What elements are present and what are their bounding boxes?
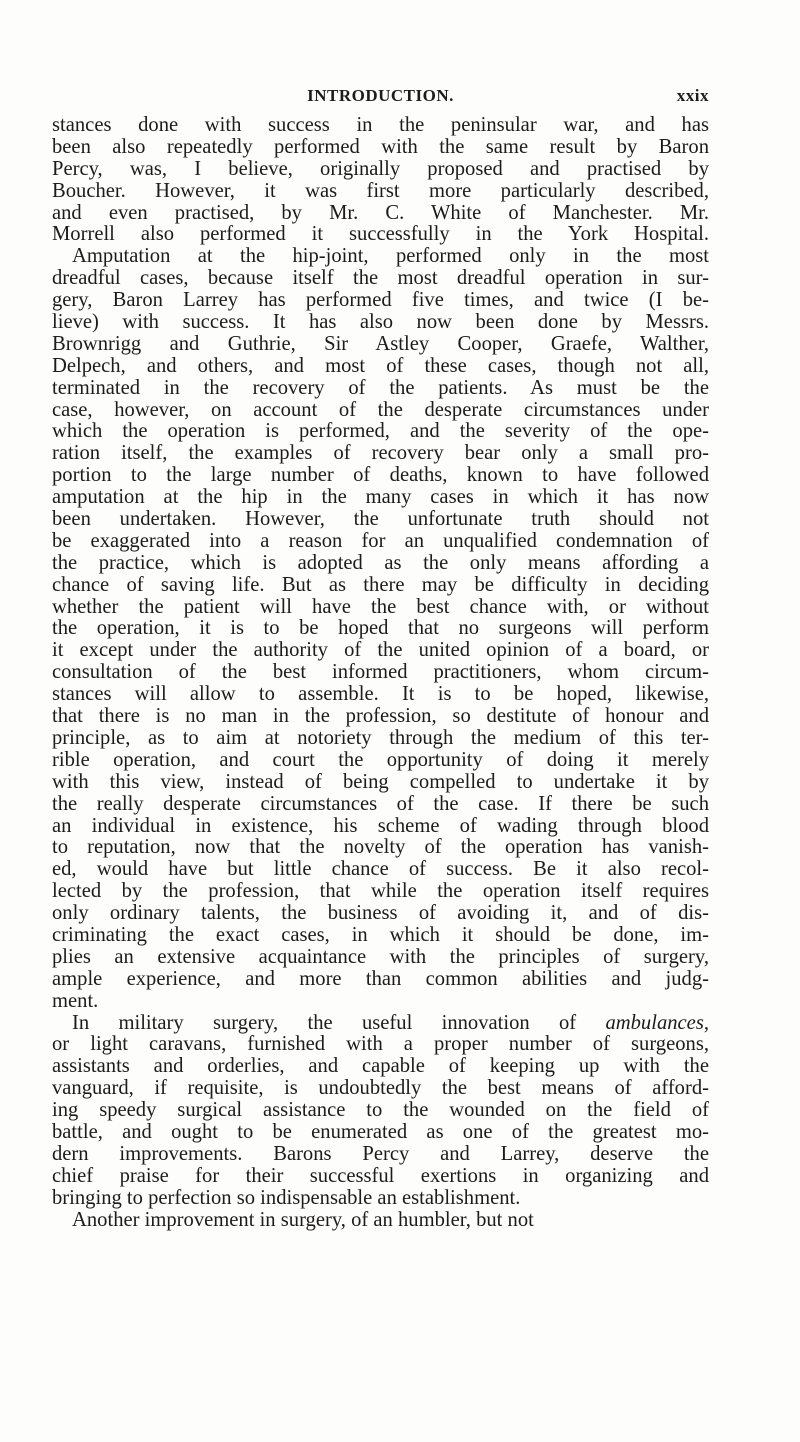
text-line: case, however, on account of the desperate circumstances under [52, 398, 709, 421]
text-line: battle, and ought to be enumerated as one of the greatest mo- [52, 1120, 709, 1143]
text-line: portion to the large number of deaths, known to have followed [52, 464, 709, 487]
text-line: principle, as to aim at notoriety through the medium of this ter- [52, 726, 709, 749]
text-line: ed, would have but little chance of success. Be it also recol- [52, 858, 709, 881]
text-line: to reputation, now that the novelty of the operation has vanish- [52, 836, 709, 859]
text-line: lected by the profession, that while the operation itself requires [52, 880, 709, 903]
text-line: which the operation is performed, and the severity of the ope- [52, 420, 709, 443]
text-line: the operation, it is to be hoped that no surgeons will perform [52, 617, 709, 640]
text-line: dreadful cases, because itself the most dreadful operation in sur- [52, 267, 709, 290]
running-head [52, 86, 709, 110]
text-line: Brownrigg and Guthrie, Sir Astley Cooper, Graefe, Walther, [52, 332, 709, 355]
text-line: ample experience, and more than common abilities and judg- [52, 967, 709, 990]
text-line: the really desperate circumstances of the case. If there be such [52, 792, 709, 815]
text-line: In military surgery, the useful innovation of ambulances, [72, 1011, 709, 1034]
text-line: consultation of the best informed practitioners, whom circum- [52, 661, 709, 684]
text-line: Another improvement in surgery, of an humbler, but not [72, 1208, 534, 1231]
text-line: it except under the authority of the united opinion of a board, or [52, 639, 709, 662]
text-line: ration itself, the examples of recovery bear only a small pro- [52, 442, 709, 465]
text-line: bringing to perfection so indispensable an establishment. [52, 1186, 521, 1209]
text-line: stances will allow to assemble. It is to be hoped, likewise, [52, 683, 709, 706]
text-line: with this view, instead of being compelled to undertake it by [52, 770, 709, 793]
text-line: Delpech, and others, and most of these cases, though not all, [52, 354, 709, 377]
text-line: an individual in existence, his scheme of wading through blood [52, 814, 709, 837]
text-line: only ordinary talents, the business of avoiding it, and of dis- [52, 902, 709, 925]
text-line: Amputation at the hip-joint, performed only in the most [72, 245, 709, 268]
text-line: amputation at the hip in the many cases in which it has now [52, 486, 709, 509]
text-line: or light caravans, furnished with a proper number of surgeons, [52, 1033, 709, 1056]
text-line: that there is no man in the profession, so destitute of honour and [52, 705, 709, 728]
text-line: chief praise for their successful exertions in organizing and [52, 1164, 709, 1187]
text-line: been also repeatedly performed with the same result by Baron [52, 135, 709, 158]
text-line: gery, Baron Larrey has performed five times, and twice (I be- [52, 289, 709, 312]
text-line: whether the patient will have the best chance with, or without [52, 595, 709, 618]
text-line: assistants and orderlies, and capable of keeping up with the [52, 1055, 709, 1078]
text-line: ment. [52, 989, 99, 1012]
text-line: Boucher. However, it was first more particularly described, [52, 179, 709, 202]
text-line: been undertaken. However, the unfortunate truth should not [52, 508, 709, 531]
text-line: dern improvements. Barons Percy and Larrey, deserve the [52, 1142, 709, 1165]
text-line: stances done with success in the peninsular war, and has [52, 114, 709, 136]
text-line: vanguard, if requisite, is undoubtedly the best means of afford- [52, 1077, 709, 1100]
text-line: Percy, was, I believe, originally proposed and practised by [52, 157, 709, 180]
text-line: terminated in the recovery of the patients. As must be the [52, 376, 709, 399]
text-line: criminating the exact cases, in which it should be done, im- [52, 923, 709, 946]
text-line: be exaggerated into a reason for an unqualified condemnation of [52, 529, 709, 552]
body-text [52, 115, 709, 1231]
text-line: lieve) with success. It has also now been done by Messrs. [52, 311, 709, 334]
text-line: ing speedy surgical assistance to the wounded on the field of [52, 1099, 709, 1122]
page-number: xxix [676, 86, 709, 105]
text-line: plies an extensive acquaintance with the principles of surgery, [52, 945, 709, 968]
text-line: and even practised, by Mr. C. White of Manchester. Mr. [52, 201, 709, 224]
text-line: Morrell also performed it successfully in the York Hospital. [52, 223, 709, 246]
text-line: rible operation, and court the opportunity of doing it merely [52, 748, 709, 771]
running-head-title: INTRODUCTION. [307, 86, 454, 105]
text-line: chance of saving life. But as there may be difficulty in deciding [52, 573, 709, 596]
text-line: the practice, which is adopted as the only means affording a [52, 551, 709, 574]
